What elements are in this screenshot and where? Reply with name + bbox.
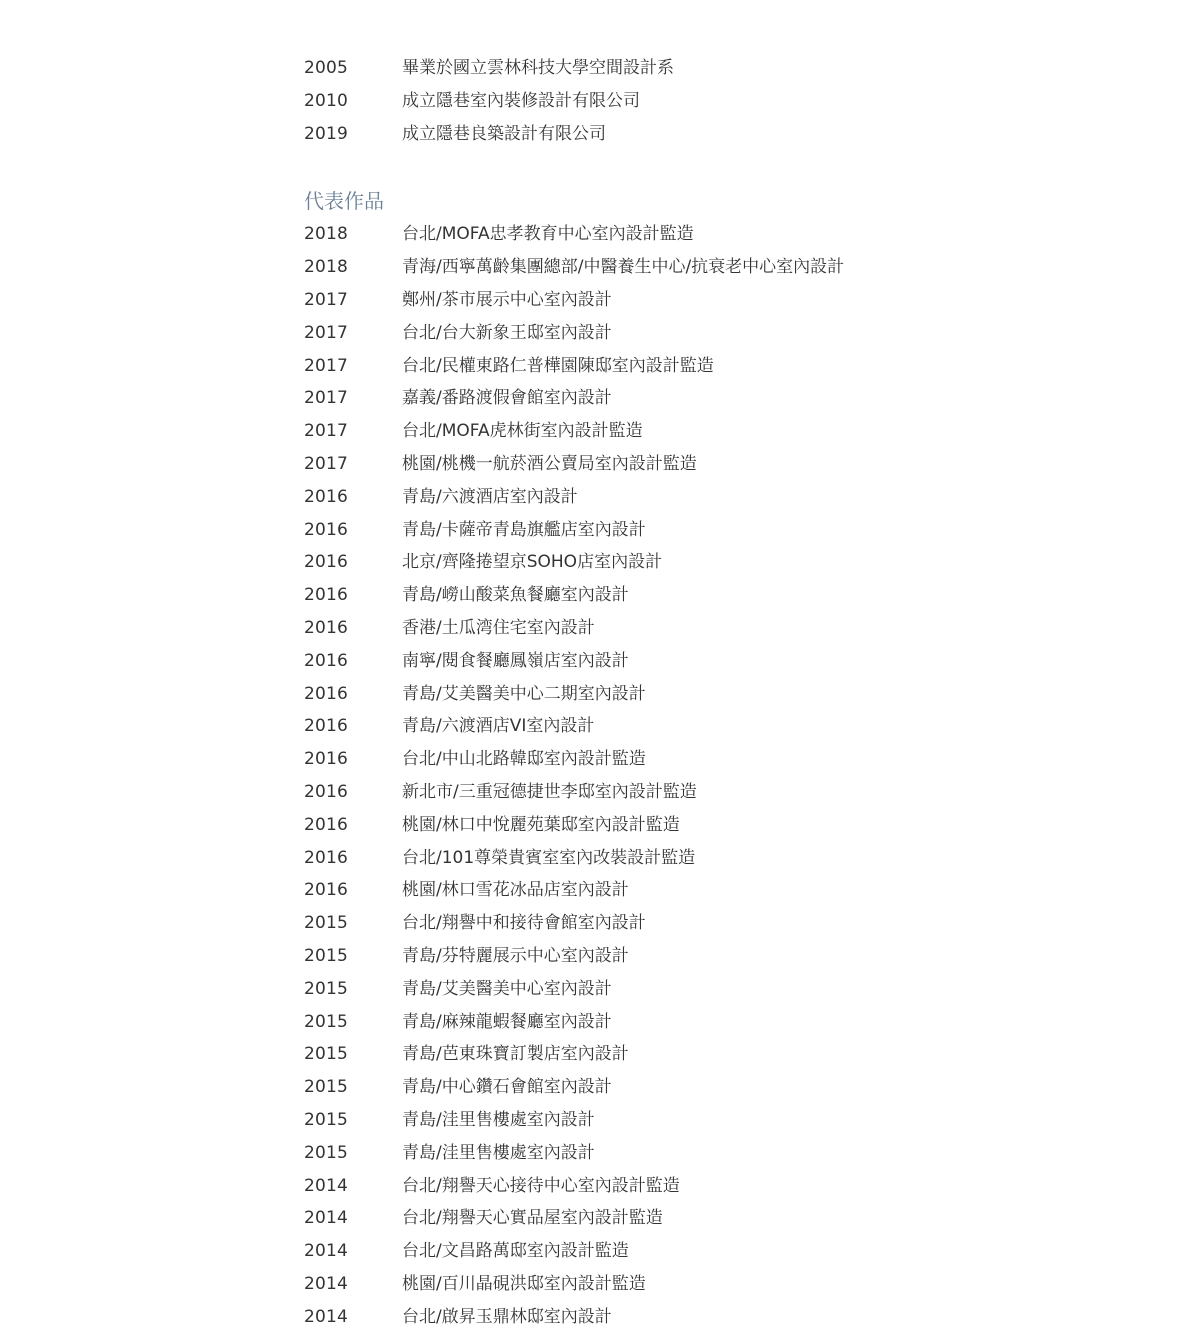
work-title: 青島/卡薩帝青島旗艦店室內設計 — [402, 519, 646, 540]
year-label: 2016 — [304, 519, 349, 540]
milestone-text: 畢業於國立雲林科技大學空間設計系 — [402, 58, 674, 78]
work-title: 青島/艾美醫美中心室內設計 — [402, 978, 612, 999]
work-row — [304, 743, 1164, 776]
work-title: 南寧/閱食餐廳鳳嶺店室內設計 — [402, 650, 629, 671]
work-title: 台北/民權東路仁普樺園陳邸室內設計監造 — [402, 355, 714, 376]
year-label: 2016 — [304, 486, 349, 507]
milestone-row — [304, 118, 1164, 151]
work-title: 台北/台大新象王邸室內設計 — [402, 322, 612, 343]
work-row — [304, 251, 1164, 284]
year-label: 2015 — [304, 1109, 349, 1130]
work-title: 台北/啟昇玉鼎林邸室內設計 — [402, 1306, 612, 1327]
year-label: 2016 — [304, 880, 349, 901]
work-title: 青島/六渡酒店室內設計 — [402, 486, 578, 507]
work-row — [304, 514, 1164, 547]
year-label: 2010 — [304, 90, 349, 111]
work-row — [304, 776, 1164, 809]
work-title: 鄭州/茶市展示中心室內設計 — [402, 289, 612, 310]
year-label: 2015 — [304, 913, 349, 934]
work-row — [304, 284, 1164, 317]
work-row — [304, 448, 1164, 481]
work-title: 新北市/三重冠德捷世李邸室內設計監造 — [402, 781, 697, 802]
work-title: 香港/土瓜湾住宅室內設計 — [402, 617, 595, 638]
milestone-text: 成立隱巷室內裝修設計有限公司 — [402, 90, 640, 111]
work-title: 青島/中心鑽石會館室內設計 — [402, 1077, 612, 1098]
work-title: 台北/翔譽中和接待會館室內設計 — [402, 913, 646, 934]
resume-content — [304, 52, 1164, 1333]
work-row — [304, 612, 1164, 645]
work-row — [304, 1006, 1164, 1039]
year-label: 2016 — [304, 847, 349, 868]
year-label: 2017 — [304, 289, 349, 310]
work-title: 桃園/桃機一航菸酒公賣局室內設計監造 — [402, 453, 697, 474]
year-label: 2016 — [304, 552, 349, 573]
work-row — [304, 317, 1164, 350]
work-title: 桃園/林口中悅麗苑葉邸室內設計監造 — [402, 814, 680, 835]
works-list — [304, 218, 1164, 1333]
work-row — [304, 1104, 1164, 1137]
work-row — [304, 907, 1164, 940]
year-label: 2015 — [304, 978, 349, 999]
work-row — [304, 1268, 1164, 1301]
year-label: 2016 — [304, 749, 349, 770]
work-title: 北京/齊隆捲望京SOHO店室內設計 — [402, 552, 663, 573]
work-row — [304, 1235, 1164, 1268]
year-label: 2016 — [304, 716, 349, 737]
year-label: 2017 — [304, 388, 349, 409]
work-row — [304, 415, 1164, 448]
work-title: 台北/文昌路萬邸室內設計監造 — [402, 1241, 629, 1262]
work-title: 青島/芬特麗展示中心室內設計 — [402, 945, 629, 966]
year-label: 2016 — [304, 781, 349, 802]
work-title: 桃園/林口雪花冰品店室內設計 — [402, 880, 629, 901]
work-row — [304, 481, 1164, 514]
year-label: 2016 — [304, 650, 349, 671]
work-row — [304, 874, 1164, 907]
work-title: 台北/中山北路韓邸室內設計監造 — [402, 749, 646, 770]
year-label: 2014 — [304, 1208, 349, 1229]
year-label: 2015 — [304, 1044, 349, 1065]
year-label: 2005 — [304, 58, 349, 78]
work-row — [304, 1170, 1164, 1203]
work-row — [304, 218, 1164, 251]
work-title: 青島/艾美醫美中心二期室內設計 — [402, 683, 646, 704]
work-row — [304, 1202, 1164, 1235]
year-label: 2015 — [304, 945, 349, 966]
year-label: 2014 — [304, 1175, 349, 1196]
work-row — [304, 973, 1164, 1006]
milestone-row — [304, 52, 1164, 85]
work-title: 台北/MOFA忠孝教育中心室內設計監造 — [402, 224, 694, 245]
year-label: 2015 — [304, 1142, 349, 1163]
work-row — [304, 809, 1164, 842]
work-title: 青島/洼里售樓處室內設計 — [402, 1142, 595, 1163]
year-label: 2014 — [304, 1306, 349, 1327]
year-label: 2017 — [304, 421, 349, 442]
work-title: 台北/101尊榮貴賓室室內改裝設計監造 — [402, 847, 696, 868]
work-row — [304, 1038, 1164, 1071]
year-label: 2018 — [304, 224, 349, 245]
year-label: 2019 — [304, 123, 349, 144]
work-title: 青島/洼里售樓處室內設計 — [402, 1109, 595, 1130]
work-title: 青島/麻辣龍蝦餐廳室內設計 — [402, 1011, 612, 1032]
year-label: 2017 — [304, 355, 349, 376]
work-title: 嘉義/番路渡假會館室內設計 — [402, 388, 612, 409]
work-row — [304, 678, 1164, 711]
year-label: 2016 — [304, 585, 349, 606]
work-title: 桃園/百川晶硯洪邸室內設計監造 — [402, 1273, 646, 1294]
milestone-row — [304, 85, 1164, 118]
year-label: 2016 — [304, 683, 349, 704]
work-row — [304, 1137, 1164, 1170]
work-row — [304, 382, 1164, 415]
year-label: 2014 — [304, 1241, 349, 1262]
work-title: 台北/翔譽天心實品屋室內設計監造 — [402, 1208, 663, 1229]
year-label: 2015 — [304, 1011, 349, 1032]
work-title: 青海/西寧萬齡集團總部/中醫養生中心/抗衰老中心室內設計 — [402, 257, 845, 278]
work-row — [304, 710, 1164, 743]
milestone-text: 成立隱巷良築設計有限公司 — [402, 123, 606, 144]
work-row — [304, 842, 1164, 875]
works-section-title: 代表作品 — [304, 189, 384, 214]
year-label: 2017 — [304, 453, 349, 474]
year-label: 2016 — [304, 617, 349, 638]
year-label: 2016 — [304, 814, 349, 835]
year-label: 2015 — [304, 1077, 349, 1098]
work-row — [304, 579, 1164, 612]
work-row — [304, 1301, 1164, 1334]
work-title: 青島/六渡酒店VI室內設計 — [402, 716, 595, 737]
year-label: 2017 — [304, 322, 349, 343]
work-row — [304, 1071, 1164, 1104]
work-row — [304, 546, 1164, 579]
education-list — [304, 52, 1164, 150]
section-spacer — [304, 150, 1164, 184]
work-row — [304, 645, 1164, 678]
work-title: 青島/芭東珠寶訂製店室內設計 — [402, 1044, 629, 1065]
work-title: 青島/嶗山酸菜魚餐廳室內設計 — [402, 585, 629, 606]
year-label: 2018 — [304, 257, 349, 278]
work-title: 台北/翔譽天心接待中心室內設計監造 — [402, 1175, 680, 1196]
work-row — [304, 940, 1164, 973]
work-title: 台北/MOFA虎林街室內設計監造 — [402, 421, 643, 442]
year-label: 2014 — [304, 1273, 349, 1294]
work-row — [304, 350, 1164, 383]
